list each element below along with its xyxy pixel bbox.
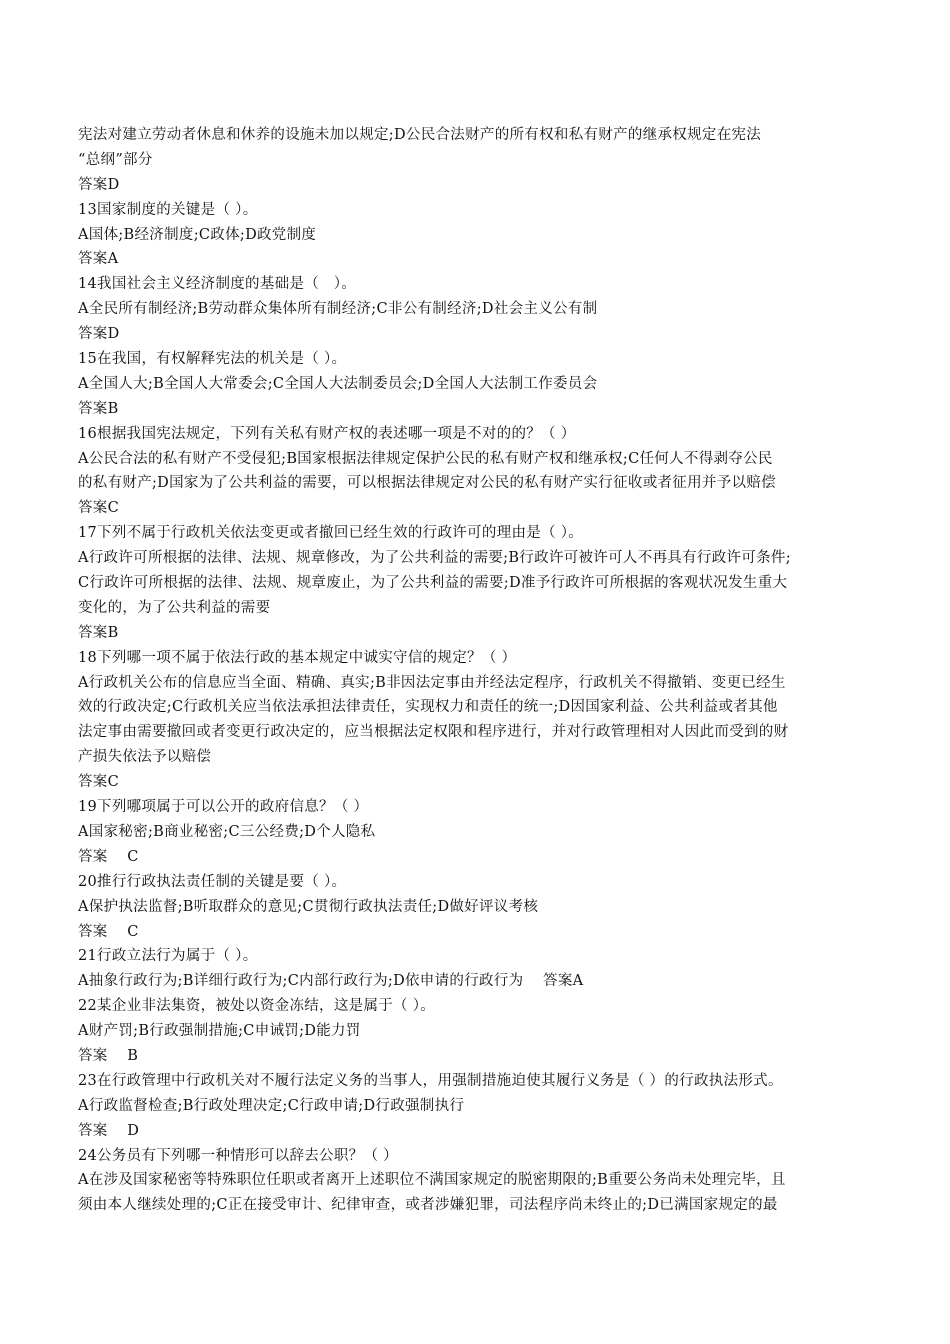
answer-16: 答案C xyxy=(78,500,119,517)
question-17: 17下列不属于行政机关依法变更或者撤回已经生效的行政许可的理由是（ ）。 xyxy=(78,525,584,542)
document-page xyxy=(78,123,884,1218)
answer-line: 答案D xyxy=(78,176,120,193)
options-17-cont: C行政许可所根据的法律、法规、规章废止，为了公共利益的需要;D准予行政许可所根据的客观状况发生重大 xyxy=(78,575,788,592)
options-13: A国体;B经济制度;C政体;D政党制度 xyxy=(78,226,317,243)
options-23: A行政监督检查;B行政处理决定;C行政申请;D行政强制执行 xyxy=(78,1097,465,1114)
options-18-cont: 效的行政决定;C行政机关应当依法承担法律责任，实现权力和责任的统一;D因国家利益、公共利益或者其他 xyxy=(78,699,778,716)
answer-17: 答案B xyxy=(78,624,119,641)
question-18: 18下列哪一项不属于依法行政的基本规定中诚实守信的规定？（ ） xyxy=(78,649,517,666)
question-15: 15在我国，有权解释宪法的机关是（ ）。 xyxy=(78,351,347,368)
answer-13: 答案A xyxy=(78,251,119,268)
question-24: 24公务员有下列哪一种情形可以辞去公职？（ ） xyxy=(78,1147,398,1164)
options-21: A抽象行政行为;B详细行政行为;C内部行政行为;D依申请的行政行为 答案A xyxy=(78,973,584,990)
question-20: 20推行行政执法责任制的关键是要（ ）。 xyxy=(78,873,347,890)
options-16: A公民合法的私有财产不受侵犯;B国家根据法律规定保护公民的私有财产权和继承权;C任何人不得剥夺公民 xyxy=(78,450,773,467)
answer-23: 答案 D xyxy=(78,1122,140,1139)
question-23: 23在行政管理中行政机关对不履行法定义务的当事人，用强制措施迫使其履行义务是（ ）的行政执法形式。 xyxy=(78,1072,783,1089)
options-18: A行政机关公布的信息应当全面、精确、真实;B非因法定事由并经法定程序，行政机关不得撤销、变更已经生 xyxy=(78,674,786,691)
answer-19: 答案 C xyxy=(78,848,139,865)
answer-14: 答案D xyxy=(78,326,120,343)
options-17: A行政许可所根据的法律、法规、规章修改，为了公共利益的需要;B行政许可被许可人不再具有行政许可条件; xyxy=(78,550,791,567)
options-14: A全民所有制经济;B劳动群众集体所有制经济;C非公有制经济;D社会主义公有制 xyxy=(78,301,598,318)
options-24-cont: 须由本人继续处理的;C正在接受审计、纪律审查，或者涉嫌犯罪，司法程序尚未终止的;D已满国家规定的最 xyxy=(78,1197,778,1214)
question-21: 21行政立法行为属于（ ）。 xyxy=(78,948,258,965)
answer-18: 答案C xyxy=(78,774,119,791)
question-16: 16根据我国宪法规定，下列有关私有财产权的表述哪一项是不对的的？（ ） xyxy=(78,425,576,442)
options-17-cont: 变化的，为了公共利益的需要 xyxy=(78,599,271,616)
question-19: 19下列哪项属于可以公开的政府信息？（ ） xyxy=(78,799,369,816)
question-22: 22某企业非法集资，被处以资金冻结，这是属于（ ）。 xyxy=(78,998,436,1015)
options-22: A财产罚;B行政强制措施;C申诫罚;D能力罚 xyxy=(78,1023,361,1040)
options-18-cont: 法定事由需要撤回或者变更行政决定的，应当根据法定权限和程序进行，并对行政管理相对人因此而受到的财 xyxy=(78,724,789,741)
options-15: A全国人大;B全国人大常委会;C全国人大法制委员会;D全国人大法制工作委员会 xyxy=(78,375,598,392)
question-13: 13国家制度的关键是（ ）。 xyxy=(78,201,258,218)
options-24: A在涉及国家秘密等特殊职位任职或者离开上述职位不满国家规定的脱密期限的;B重要公务尚未处理完毕，且 xyxy=(78,1172,786,1189)
options-16-cont: 的私有财产;D国家为了公共利益的需要，可以根据法律规定对公民的私有财产实行征收或者征用并予以赔偿 xyxy=(78,475,776,492)
answer-22: 答案 B xyxy=(78,1047,139,1064)
answer-15: 答案B xyxy=(78,400,119,417)
question-14: 14我国社会主义经济制度的基础是（ ）。 xyxy=(78,276,357,293)
text-line: “总纲”部分 xyxy=(78,151,153,168)
text-line: 宪法对建立劳动者休息和休养的设施未加以规定;D公民合法财产的所有权和私有财产的继承权规定在宪法 xyxy=(78,127,762,143)
options-20: A保护执法监督;B听取群众的意见;C贯彻行政执法责任;D做好评议考核 xyxy=(78,898,539,915)
answer-20: 答案 C xyxy=(78,923,139,940)
options-18-cont: 产损失依法予以赔偿 xyxy=(78,749,212,766)
options-19: A国家秘密;B商业秘密;C三公经费;D个人隐私 xyxy=(78,823,376,840)
